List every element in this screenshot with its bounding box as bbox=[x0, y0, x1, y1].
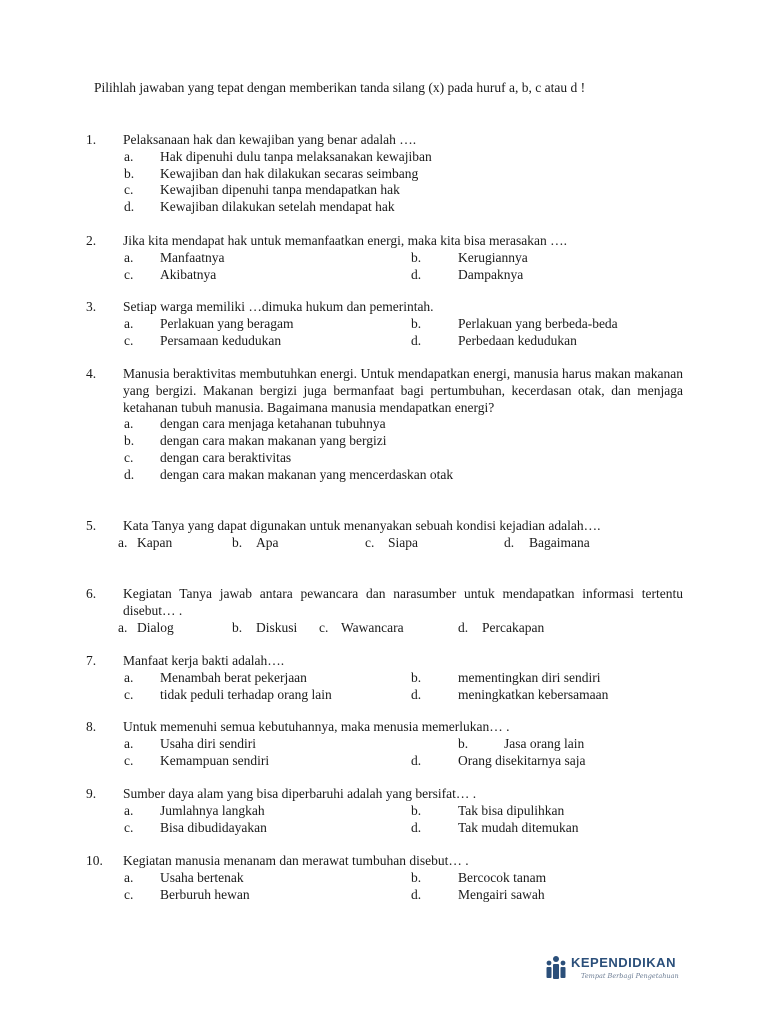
option-letter-b[interactable]: b. bbox=[232, 534, 243, 550]
question-2 bbox=[0, 233, 768, 283]
option-letter-b[interactable]: b. bbox=[458, 735, 469, 751]
question-text: Kegiatan Tanya jawab antara pewancara dan narasumber untuk mendapatkan informasi tertentu disebut… . bbox=[123, 586, 683, 618]
option-text-b[interactable]: Bercocok tanam bbox=[458, 869, 547, 885]
option-letter-c[interactable]: c. bbox=[124, 686, 134, 702]
option-row bbox=[0, 670, 768, 687]
option-text: Kewajiban dipenuhi tanpa mendapatkan hak bbox=[160, 182, 400, 198]
option-letter-c[interactable]: c. bbox=[124, 752, 134, 768]
question-number: 9. bbox=[86, 786, 97, 801]
question-text: Kegiatan manusia menanam dan merawat tumbuhan disebut… . bbox=[123, 853, 469, 868]
option-c[interactable] bbox=[0, 450, 768, 467]
option-row bbox=[0, 753, 768, 770]
option-text: Kewajiban dilakukan setelah mendapat hak bbox=[160, 199, 395, 215]
option-text-c[interactable]: Akibatnya bbox=[160, 266, 217, 282]
option-letter-a[interactable]: a. bbox=[124, 735, 134, 751]
option-text-a[interactable]: Manfaatnya bbox=[160, 249, 225, 265]
option-row bbox=[0, 887, 768, 904]
option-letter-d[interactable]: d. bbox=[411, 332, 422, 348]
option-row bbox=[0, 620, 768, 637]
option-letter-c[interactable]: c. bbox=[365, 534, 375, 550]
question-10 bbox=[0, 853, 768, 903]
question-number: 2. bbox=[86, 233, 97, 248]
option-letter-b[interactable]: b. bbox=[411, 249, 422, 265]
option-letter-b[interactable]: b. bbox=[411, 669, 422, 685]
option-text-c[interactable]: Bisa dibudidayakan bbox=[160, 819, 267, 835]
question-7 bbox=[0, 653, 768, 703]
question-3 bbox=[0, 299, 768, 349]
question-text: Untuk memenuhi semua kebutuhannya, maka menusia memerlukan… . bbox=[123, 719, 510, 734]
option-text: dengan cara makan makanan yang bergizi bbox=[160, 433, 387, 449]
option-row bbox=[0, 333, 768, 350]
question-5 bbox=[0, 518, 768, 552]
option-text-a[interactable]: Usaha diri sendiri bbox=[160, 735, 256, 751]
question-number: 7. bbox=[86, 653, 97, 668]
option-b[interactable] bbox=[0, 166, 768, 183]
option-letter-c[interactable]: c. bbox=[319, 619, 329, 635]
option-c[interactable] bbox=[0, 182, 768, 199]
option-text: dengan cara makan makanan yang mencerdaskan otak bbox=[160, 466, 454, 482]
option-text-c[interactable]: Berburuh hewan bbox=[160, 886, 250, 902]
question-text: Sumber daya alam yang bisa diperbaruhi adalah yang bersifat… . bbox=[123, 786, 477, 801]
option-letter-a[interactable]: a. bbox=[118, 619, 128, 635]
option-d[interactable] bbox=[0, 199, 768, 216]
question-number: 10. bbox=[86, 853, 103, 868]
option-letter-d[interactable]: d. bbox=[411, 686, 422, 702]
option-text-d[interactable]: Dampaknya bbox=[458, 266, 524, 282]
option-text-c[interactable]: Wawancara bbox=[341, 619, 404, 635]
question-text: Manusia beraktivitas membutuhkan energi. Untuk mendapatkan energi, manusia harus makan makanan yang bergizi. Makanan bergizi juga bermanfaat bagi pertumbuhan, kecerdasan otak, dan menjaga ketahanan tubuh manusia. Bagaimana manusia mendapatkan energi? bbox=[123, 366, 683, 415]
option-text-c[interactable]: Persamaan kedudukan bbox=[160, 332, 282, 348]
option-text-d[interactable]: Tak mudah ditemukan bbox=[458, 819, 579, 835]
question-8 bbox=[0, 719, 768, 769]
option-letter-b[interactable]: b. bbox=[232, 619, 243, 635]
option-text-a[interactable]: Kapan bbox=[137, 534, 173, 550]
option-text-b[interactable]: Apa bbox=[256, 534, 279, 550]
option-text-a[interactable]: Perlakuan yang beragam bbox=[160, 315, 294, 331]
question-text: Kata Tanya yang dapat digunakan untuk menanyakan sebuah kondisi kejadian adalah…. bbox=[123, 518, 601, 533]
option-letter: d. bbox=[124, 466, 135, 482]
option-text-b[interactable]: Jasa orang lain bbox=[504, 735, 585, 751]
option-text-c[interactable]: tidak peduli terhadap orang lain bbox=[160, 686, 332, 702]
option-b[interactable] bbox=[0, 433, 768, 450]
option-letter-b[interactable]: b. bbox=[411, 315, 422, 331]
option-text-d[interactable]: meningkatkan kebersamaan bbox=[458, 686, 609, 702]
option-letter-b[interactable]: b. bbox=[411, 869, 422, 885]
option-text-d[interactable]: Bagaimana bbox=[529, 534, 590, 550]
option-row bbox=[0, 870, 768, 887]
option-text-c[interactable]: Siapa bbox=[388, 534, 418, 550]
option-letter-a[interactable]: a. bbox=[124, 802, 134, 818]
logo-name: KEPENDIDIKAN bbox=[571, 955, 676, 970]
option-text-b[interactable]: Kerugiannya bbox=[458, 249, 528, 265]
option-a[interactable] bbox=[0, 416, 768, 433]
option-letter-c[interactable]: c. bbox=[124, 332, 134, 348]
option-letter-a[interactable]: a. bbox=[124, 315, 134, 331]
option-d[interactable] bbox=[0, 467, 768, 484]
option-row bbox=[0, 316, 768, 333]
option-letter-d[interactable]: d. bbox=[411, 266, 422, 282]
option-letter-d[interactable]: d. bbox=[411, 752, 422, 768]
kependidikan-logo bbox=[545, 953, 685, 985]
question-text: Pelaksanaan hak dan kewajiban yang benar adalah …. bbox=[123, 132, 417, 147]
question-1 bbox=[0, 132, 768, 216]
option-text-d[interactable]: Percakapan bbox=[482, 619, 545, 635]
question-number: 1. bbox=[86, 132, 97, 147]
option-letter: b. bbox=[124, 165, 135, 181]
option-letter: a. bbox=[124, 148, 134, 164]
option-letter-d[interactable]: d. bbox=[411, 886, 422, 902]
instruction-text: Pilihlah jawaban yang tepat dengan memberikan tanda silang (x) pada huruf a, b, c atau d ! bbox=[94, 80, 586, 95]
option-row bbox=[0, 803, 768, 820]
option-text-a[interactable]: Menambah berat pekerjaan bbox=[160, 669, 307, 685]
option-text-b[interactable]: Tak bisa dipulihkan bbox=[458, 802, 565, 818]
option-row bbox=[0, 267, 768, 284]
option-text-b[interactable]: mementingkan diri sendiri bbox=[458, 669, 601, 685]
option-letter-c[interactable]: c. bbox=[124, 886, 134, 902]
option-letter: b. bbox=[124, 433, 135, 449]
logo-tagline: Tempat Berbagi Pengetahuan bbox=[581, 972, 679, 980]
option-text: dengan cara beraktivitas bbox=[160, 449, 292, 465]
question-text: Manfaat kerja bakti adalah…. bbox=[123, 653, 285, 668]
option-letter-a[interactable]: a. bbox=[124, 249, 134, 265]
option-row bbox=[0, 820, 768, 837]
option-text-b[interactable]: Perlakuan yang berbeda-beda bbox=[458, 315, 618, 331]
option-row bbox=[0, 687, 768, 704]
question-number: 8. bbox=[86, 719, 97, 734]
option-letter: a. bbox=[124, 416, 134, 432]
option-text: dengan cara menjaga ketahanan tubuhnya bbox=[160, 416, 386, 432]
option-text-d[interactable]: Orang disekitarnya saja bbox=[458, 752, 586, 768]
question-text: Setiap warga memiliki …dimuka hukum dan pemerintah. bbox=[123, 299, 434, 314]
option-row bbox=[0, 535, 768, 552]
option-letter-c[interactable]: c. bbox=[124, 819, 134, 835]
option-letter-a[interactable]: a. bbox=[118, 534, 128, 550]
option-row bbox=[0, 736, 768, 753]
option-letter-b[interactable]: b. bbox=[411, 802, 422, 818]
option-a[interactable] bbox=[0, 149, 768, 166]
question-text: Jika kita mendapat hak untuk memanfaatkan energi, maka kita bisa merasakan …. bbox=[123, 233, 567, 248]
question-number: 6. bbox=[86, 586, 97, 601]
question-number: 5. bbox=[86, 518, 97, 533]
option-text-a[interactable]: Dialog bbox=[137, 619, 174, 635]
option-text: Hak dipenuhi dulu tanpa melaksanakan kewajiban bbox=[160, 148, 432, 164]
question-number: 3. bbox=[86, 299, 97, 314]
question-6 bbox=[0, 586, 768, 636]
option-text: Kewajiban dan hak dilakukan secaras seimbang bbox=[160, 165, 419, 181]
option-row bbox=[0, 250, 768, 267]
option-text-d[interactable]: Mengairi sawah bbox=[458, 886, 545, 902]
question-4 bbox=[0, 366, 768, 484]
people-books-icon bbox=[545, 955, 567, 981]
option-text-a[interactable]: Jumlahnya langkah bbox=[160, 802, 265, 818]
question-9 bbox=[0, 786, 768, 836]
option-text-a[interactable]: Usaha bertenak bbox=[160, 869, 244, 885]
option-letter: c. bbox=[124, 182, 134, 198]
option-letter-d[interactable]: d. bbox=[411, 819, 422, 835]
option-text-b[interactable]: Diskusi bbox=[256, 619, 298, 635]
option-letter: c. bbox=[124, 449, 134, 465]
question-number: 4. bbox=[86, 366, 97, 381]
option-letter-c[interactable]: c. bbox=[124, 266, 134, 282]
option-letter-d[interactable]: d. bbox=[458, 619, 469, 635]
option-text-d[interactable]: Perbedaan kedudukan bbox=[458, 332, 577, 348]
option-letter-a[interactable]: a. bbox=[124, 669, 134, 685]
option-letter: d. bbox=[124, 199, 135, 215]
option-text-c[interactable]: Kemampuan sendiri bbox=[160, 752, 270, 768]
option-letter-a[interactable]: a. bbox=[124, 869, 134, 885]
option-letter-d[interactable]: d. bbox=[504, 534, 515, 550]
